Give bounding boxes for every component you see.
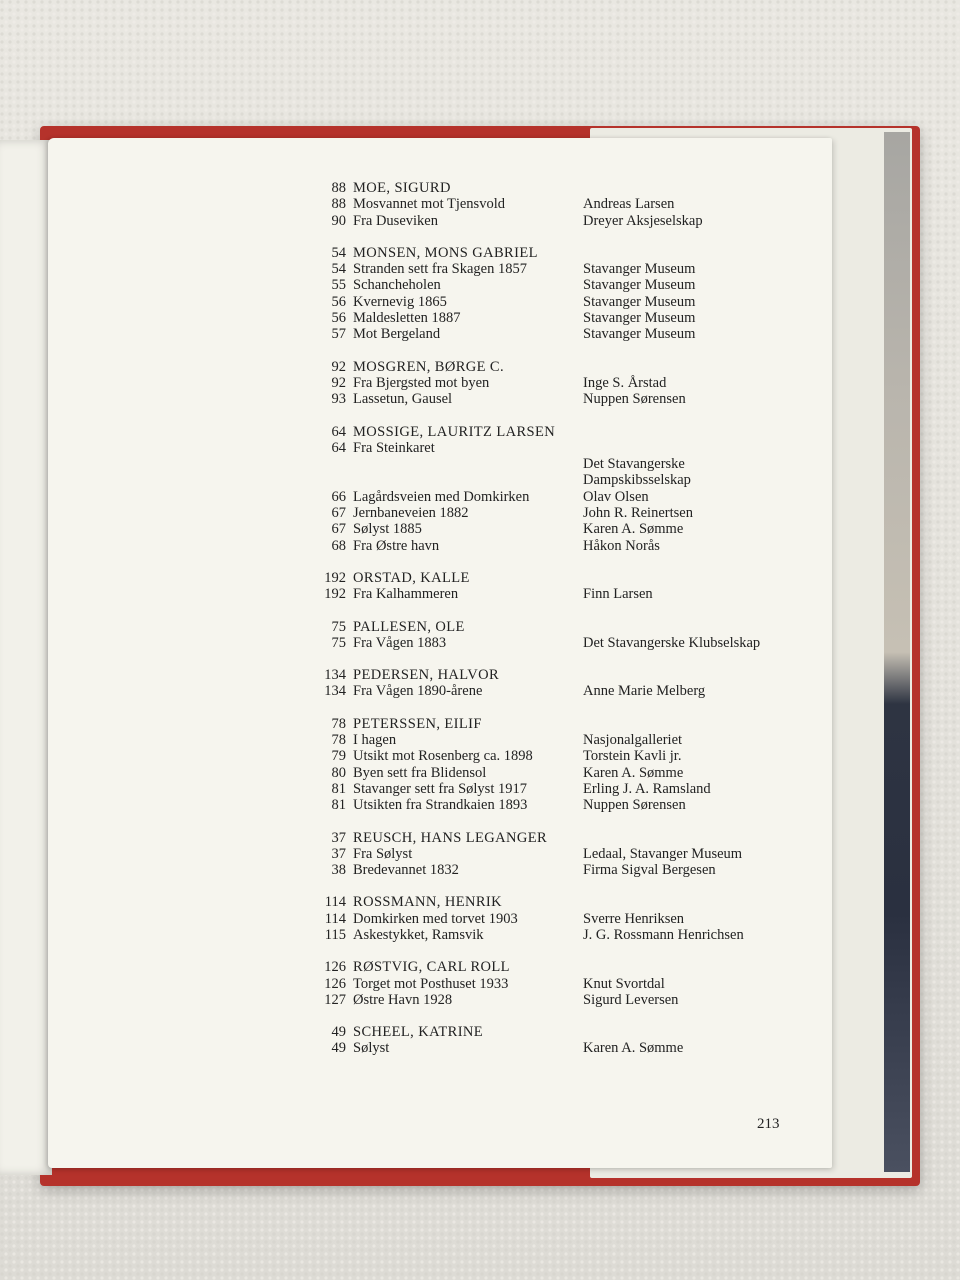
artist-name: MOE, SIGURD [353,180,451,196]
artist-page-number: 75 [331,618,346,635]
artwork-row [300,196,780,212]
page-edge-strip [884,132,910,1172]
artwork-title: Sølyst [353,1040,390,1057]
artwork-owner: Håkon Norås [583,537,660,554]
artwork-title [353,456,583,472]
artwork-row [300,635,780,651]
artwork-row [300,521,780,537]
artwork-page-number: 55 [331,277,346,294]
artwork-row [300,213,780,229]
artist-heading [300,245,780,261]
artwork-title: Maldesletten 1887 [353,310,461,327]
artwork-title: Fra Duseviken [353,212,438,229]
artwork-title: Fra Østre havn [353,537,440,554]
artwork-title: Mosvannet mot Tjensvold [353,196,505,213]
artist-name: MOSGREN, BØRGE C. [353,358,505,375]
artwork-row [300,375,780,391]
artist-name: ORSTAD, KALLE [353,569,470,586]
artwork-row [300,310,780,326]
artist-page-number: 126 [324,959,346,976]
artist-group [300,619,780,652]
artwork-title: Lassetun, Gausel [353,391,453,408]
artist-name: MOSSIGE, LAURITZ LARSEN [353,423,556,440]
artwork-owner: Ledaal, Stavanger Museum [583,845,743,862]
artwork-owner: Torstein Kavli jr. [583,748,682,765]
artist-name: SCHEEL, KATRINE [353,1024,484,1041]
artwork-owner: Olav Olsen [583,488,649,505]
artist-heading [300,1024,780,1040]
artist-group [300,716,780,814]
artwork-page-number: 56 [331,293,346,310]
artist-name: RØSTVIG, CARL ROLL [353,959,510,976]
artist-page-number: 88 [331,180,346,196]
artwork-title: Mot Bergeland [353,326,441,343]
artwork-row [300,911,780,927]
artist-page-number: 92 [331,358,346,375]
artwork-title: Lagårdsveien med Domkirken [353,488,530,505]
artwork-owner: Nasjonalgalleriet [583,732,683,749]
artist-heading [300,667,780,683]
artwork-row [300,277,780,293]
artwork-owner: Stavanger Museum [583,310,696,327]
artwork-page-number [300,456,353,472]
artist-group [300,830,780,879]
artwork-title: Sølyst 1885 [353,521,422,538]
artwork-row [300,927,780,943]
artwork-row [300,748,780,764]
artwork-title: I hagen [353,732,397,749]
artwork-page-number: 75 [331,634,346,651]
artwork-owner: Dampskibsselskap [583,472,691,489]
artwork-title: Torget mot Posthuset 1933 [353,975,509,992]
artwork-title: Askestykket, Ramsvik [353,926,484,943]
artist-group [300,667,780,700]
artist-heading [300,570,780,586]
artwork-page-number: 57 [331,326,346,343]
artist-group [300,570,780,603]
artwork-title: Jernbaneveien 1882 [353,505,469,522]
artwork-title: Stavanger sett fra Sølyst 1917 [353,780,527,797]
artwork-owner: Nuppen Sørensen [583,391,686,408]
artist-page-number: 49 [331,1024,346,1041]
artist-group [300,359,780,408]
artwork-page-number: 134 [324,683,346,700]
artwork-owner: Sigurd Leversen [583,991,679,1008]
artwork-page-number: 38 [331,862,346,879]
artist-group [300,245,780,343]
artist-page-number: 64 [331,423,346,440]
artwork-owner: John R. Reinertsen [583,505,693,522]
artwork-row [300,765,780,781]
artwork-owner: Sverre Henriksen [583,910,685,927]
artwork-page-number: 126 [324,975,346,992]
artwork-owner: Stavanger Museum [583,293,696,310]
artwork-row [300,1040,780,1056]
artwork-page-number: 80 [331,764,346,781]
artist-group [300,424,780,554]
artwork-owner: Finn Larsen [583,586,653,603]
artwork-title: Fra Vågen 1890-årene [353,683,483,700]
artwork-owner: Nuppen Sørensen [583,797,686,814]
artwork-page-number: 78 [331,732,346,749]
artwork-row [300,797,780,813]
artwork-page-number: 49 [331,1040,346,1057]
artwork-row [300,456,780,472]
artwork-title: Stranden sett fra Skagen 1857 [353,261,527,278]
artwork-page-number: 79 [331,748,346,765]
left-page-edge [0,140,52,1175]
artwork-page-number: 64 [331,439,346,456]
artwork-row [300,732,780,748]
artwork-title: Østre Havn 1928 [353,991,453,1008]
artist-group [300,180,780,229]
artwork-page-number: 67 [331,505,346,522]
artwork-owner: Knut Svortdal [583,975,665,992]
artist-index-list [300,180,780,1073]
artist-page-number: 37 [331,829,346,846]
artwork-title: Utsikten fra Strandkaien 1893 [353,797,528,814]
artwork-page-number: 56 [331,310,346,327]
artwork-row [300,586,780,602]
artwork-owner: Anne Marie Melberg [583,683,706,700]
artwork-page-number: 37 [331,845,346,862]
artwork-title: Fra Vågen 1883 [353,634,447,651]
artwork-title: Bredevannet 1832 [353,862,459,879]
artist-heading [300,359,780,375]
artwork-title: Fra Bjergsted mot byen [353,374,490,391]
artwork-owner: Stavanger Museum [583,326,696,343]
artwork-owner: Erling J. A. Ramsland [583,780,711,797]
artist-name: ROSSMANN, HENRIK [353,894,502,911]
artwork-page-number: 54 [331,261,346,278]
artwork-owner: Dreyer Aksjeselskap [583,212,703,229]
artwork-title: Schancheholen [353,277,441,294]
artwork-row [300,683,780,699]
artist-page-number: 78 [331,715,346,732]
artist-page-number: 114 [324,894,346,911]
artwork-title [353,472,583,488]
artist-heading [300,424,780,440]
artwork-row [300,992,780,1008]
artwork-page-number [300,472,353,488]
page-number: 213 [757,1116,780,1132]
artwork-owner: Inge S. Årstad [583,374,667,391]
artwork-row [300,489,780,505]
artist-name: PALLESEN, OLE [353,618,465,635]
artist-name: REUSCH, HANS LEGANGER [353,829,548,846]
artwork-owner: J. G. Rossmann Henrichsen [583,926,744,943]
artwork-page-number: 115 [324,926,346,943]
artwork-page-number: 192 [324,586,346,603]
artwork-page-number: 93 [331,391,346,408]
artwork-row [300,976,780,992]
artwork-page-number: 81 [331,780,346,797]
artwork-page-number: 81 [331,797,346,814]
artwork-owner: Karen A. Sømme [583,764,684,781]
artwork-row [300,538,780,554]
artist-heading [300,716,780,732]
artist-heading [300,894,780,910]
artist-heading [300,959,780,975]
artwork-owner: Stavanger Museum [583,277,696,294]
artist-name: PEDERSEN, HALVOR [353,667,500,684]
artwork-page-number: 88 [331,196,346,213]
artist-heading [300,830,780,846]
artwork-title: Byen sett fra Blidensol [353,764,487,781]
artwork-owner: Karen A. Sømme [583,521,684,538]
artwork-row [300,505,780,521]
artist-heading [300,619,780,635]
artwork-row [300,261,780,277]
artwork-owner: Det Stavangerske [583,456,685,473]
artist-page-number: 54 [331,244,346,261]
artist-name: MONSEN, MONS GABRIEL [353,244,538,261]
artwork-row [300,391,780,407]
artwork-page-number: 66 [331,488,346,505]
artist-name: PETERSSEN, EILIF [353,715,482,732]
artwork-title: Fra Sølyst [353,845,413,862]
artwork-row [300,294,780,310]
artist-group [300,959,780,1008]
artwork-page-number: 114 [324,910,346,927]
artist-group [300,894,780,943]
artwork-title: Fra Kalhammeren [353,586,459,603]
artwork-owner: Stavanger Museum [583,261,696,278]
artwork-row [300,472,780,488]
artwork-title: Fra Steinkaret [353,439,435,456]
artwork-owner: Firma Sigval Bergesen [583,862,716,879]
artwork-row [300,862,780,878]
artwork-owner: Det Stavangerske Klubselskap [583,634,761,651]
artwork-title: Domkirken med torvet 1903 [353,910,518,927]
artwork-row [300,846,780,862]
artwork-owner: Andreas Larsen [583,196,675,213]
artwork-row [300,326,780,342]
artwork-page-number: 67 [331,521,346,538]
artwork-title: Kvernevig 1865 [353,293,447,310]
artwork-owner: Karen A. Sømme [583,1040,684,1057]
artwork-title: Utsikt mot Rosenberg ca. 1898 [353,748,533,765]
artwork-page-number: 90 [331,212,346,229]
artwork-page-number: 127 [324,991,346,1008]
artwork-row [300,781,780,797]
artwork-row [300,440,780,456]
artwork-page-number: 92 [331,374,346,391]
artwork-page-number: 68 [331,537,346,554]
artist-group [300,1024,780,1057]
artist-page-number: 134 [324,667,346,684]
artist-heading [300,180,780,196]
artist-page-number: 192 [324,569,346,586]
